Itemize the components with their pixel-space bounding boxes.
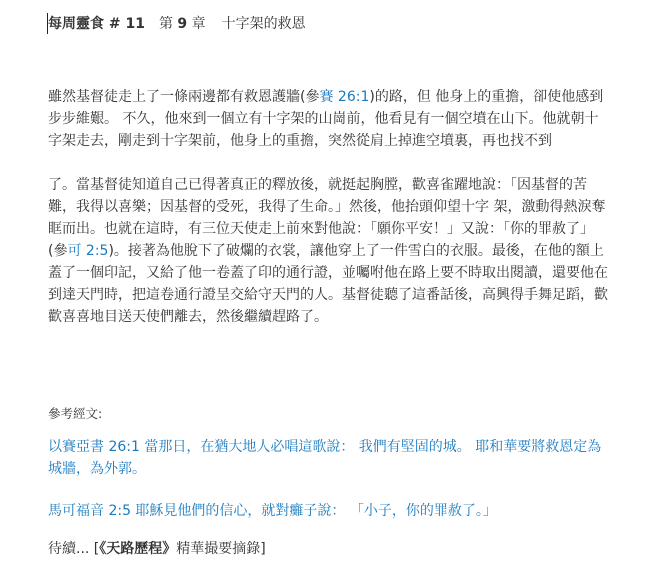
scripture-link-mark[interactable]: 可 2:5 [67,243,109,259]
article-body [48,86,608,328]
chapter-title: 十字架的救恩 [221,16,306,32]
paragraph-text: )。接著為他脫下了破爛的衣裳，讓他穿上了一件雪白的衣服。最後，在他的額上蓋了一個印記，又給了他一卷蓋了印的通行證，並囑咐他在路上要不時取出閱讀，還要他在到達天門時，把這卷通行證呈交給守天門的人。基督徒聽了這番話後，高興得手舞足蹈，歡歡喜喜地目送天使們離去，然後繼續趕路了。 [48,243,608,325]
scripture-link-isaiah[interactable]: 賽 26:1 [319,89,370,105]
chapter-label [159,16,206,32]
series-label: 每周靈食 # 11 [48,16,145,32]
footer-prefix: 待續... [ [48,541,100,557]
paragraph [48,86,608,152]
chapter-prefix: 第 [158,16,173,32]
footer-note [48,539,266,559]
footer-book-title: 《天路歷程》 [99,541,177,557]
page-heading [48,14,306,34]
references-label: 參考經文: [48,406,103,421]
chapter-suffix: 章 [191,16,206,32]
paragraph-text: )的路，但 他身上的重擔，卻使他感到步步維艱。 不久，他來到一個立有十字架的山崗前，他看見有一個空墳在山下。他就朝十 字架走去，剛走到十字架前，他身上的重擔，突然從肩上掉進空墳裏，再也找不到 [48,89,604,149]
paragraph-text: 雖然基督徒走上了一條兩邊都有救恩護牆(參 [48,89,320,105]
reference-mark[interactable]: 馬可福音 2:5 耶穌見他們的信心，就對癱子說： 「小子，你的罪赦了。」 [48,503,497,519]
paragraph [48,174,608,328]
footer-suffix: 精華撮要摘錄] [176,541,266,557]
reference-isaiah[interactable]: 以賽亞書 26:1 當那日，在猶大地人必唱這歌說： 我們有堅固的城。 耶和華要將救恩定為城牆，為外郭。 [48,439,602,477]
chapter-number: 9 [177,16,188,32]
paragraph-text: 了。當基督徒知道自己已得著真正的釋放後，就挺起胸膛，歡喜雀躍地說：「因基督的苦難，我得以喜樂；因基督的受死，我得了生命。」然後，他抬頭仰望十字 架，激動得熱淚奪眶而出。也就在這時，有三位天使走上前來對他說：「願你平安！」又說：「你的罪赦了」(參 [48,177,606,259]
